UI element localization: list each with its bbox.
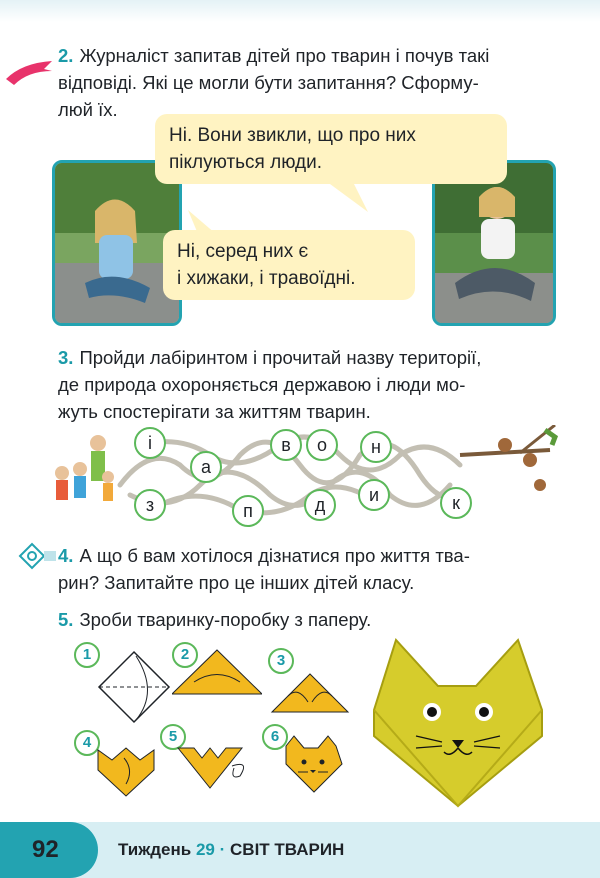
origami-cat-image — [366, 636, 550, 810]
maze-letter: о — [306, 429, 338, 461]
task-4-text: 4. А що б вам хотілося дізнатися про життя тва- — [58, 545, 470, 566]
origami-step-6: 6 — [262, 724, 352, 794]
origami-step-5: 5 — [160, 724, 260, 794]
girl-photo-right — [432, 160, 556, 326]
speech-bubble-bottom-tail — [188, 210, 218, 234]
speech-bubble-bottom: Ні, серед них є і хижаки, і травоїдні. — [163, 230, 415, 300]
task-3-line3: жуть спостерігати за життям тварин. — [58, 401, 371, 422]
maze-letter: і — [134, 427, 166, 459]
page-footer — [0, 822, 600, 878]
task-3-line2: де природа охороняється державою і люди мо- — [58, 374, 466, 395]
maze — [40, 425, 560, 525]
pointer-arrow-icon — [4, 57, 54, 87]
maze-letter: в — [270, 429, 302, 461]
task-3-number: 3. — [58, 347, 74, 368]
maze-letter: к — [440, 487, 472, 519]
maze-letter: и — [358, 479, 390, 511]
speech-bubble-top-tail — [330, 184, 370, 214]
page-number: 92 — [32, 836, 59, 863]
monkeys-illustration — [460, 425, 555, 491]
origami-step-3: 3 — [268, 648, 352, 714]
origami-step-2: 2 — [172, 642, 262, 702]
origami-step-4: 4 — [74, 730, 164, 800]
task-4-line2: рин? Запитайте про це інших дітей класу. — [58, 572, 415, 593]
children-illustration — [55, 435, 114, 501]
task-4-number: 4. — [58, 545, 74, 566]
top-band — [0, 0, 600, 22]
group-work-icon — [18, 540, 58, 572]
task-2-text: 2. Журналіст запитав дітей про тварин і почув такі — [58, 45, 490, 66]
task-3-text: 3. Пройди лабіринтом і прочитай назву території, — [58, 347, 482, 368]
origami-step-1: 1 — [74, 642, 174, 732]
maze-letter: н — [360, 431, 392, 463]
task-2-line3: люй їх. — [58, 99, 118, 120]
task-2-line2: відповіді. Які це могли бути запитання? Сформу- — [58, 72, 479, 93]
task-2-number: 2. — [58, 45, 74, 66]
maze-letter: п — [232, 495, 264, 527]
maze-letter: а — [190, 451, 222, 483]
maze-letter: д — [304, 489, 336, 521]
speech-bubble-top: Ні. Вони звикли, що про них піклуються люди. — [155, 114, 507, 184]
footer-title: Тиждень 29 · СВІТ ТВАРИН — [118, 840, 345, 859]
task-5-text: 5. Зроби тваринку-поробку з паперу. — [58, 609, 372, 630]
task-5-number: 5. — [58, 609, 74, 630]
maze-letter: з — [134, 489, 166, 521]
